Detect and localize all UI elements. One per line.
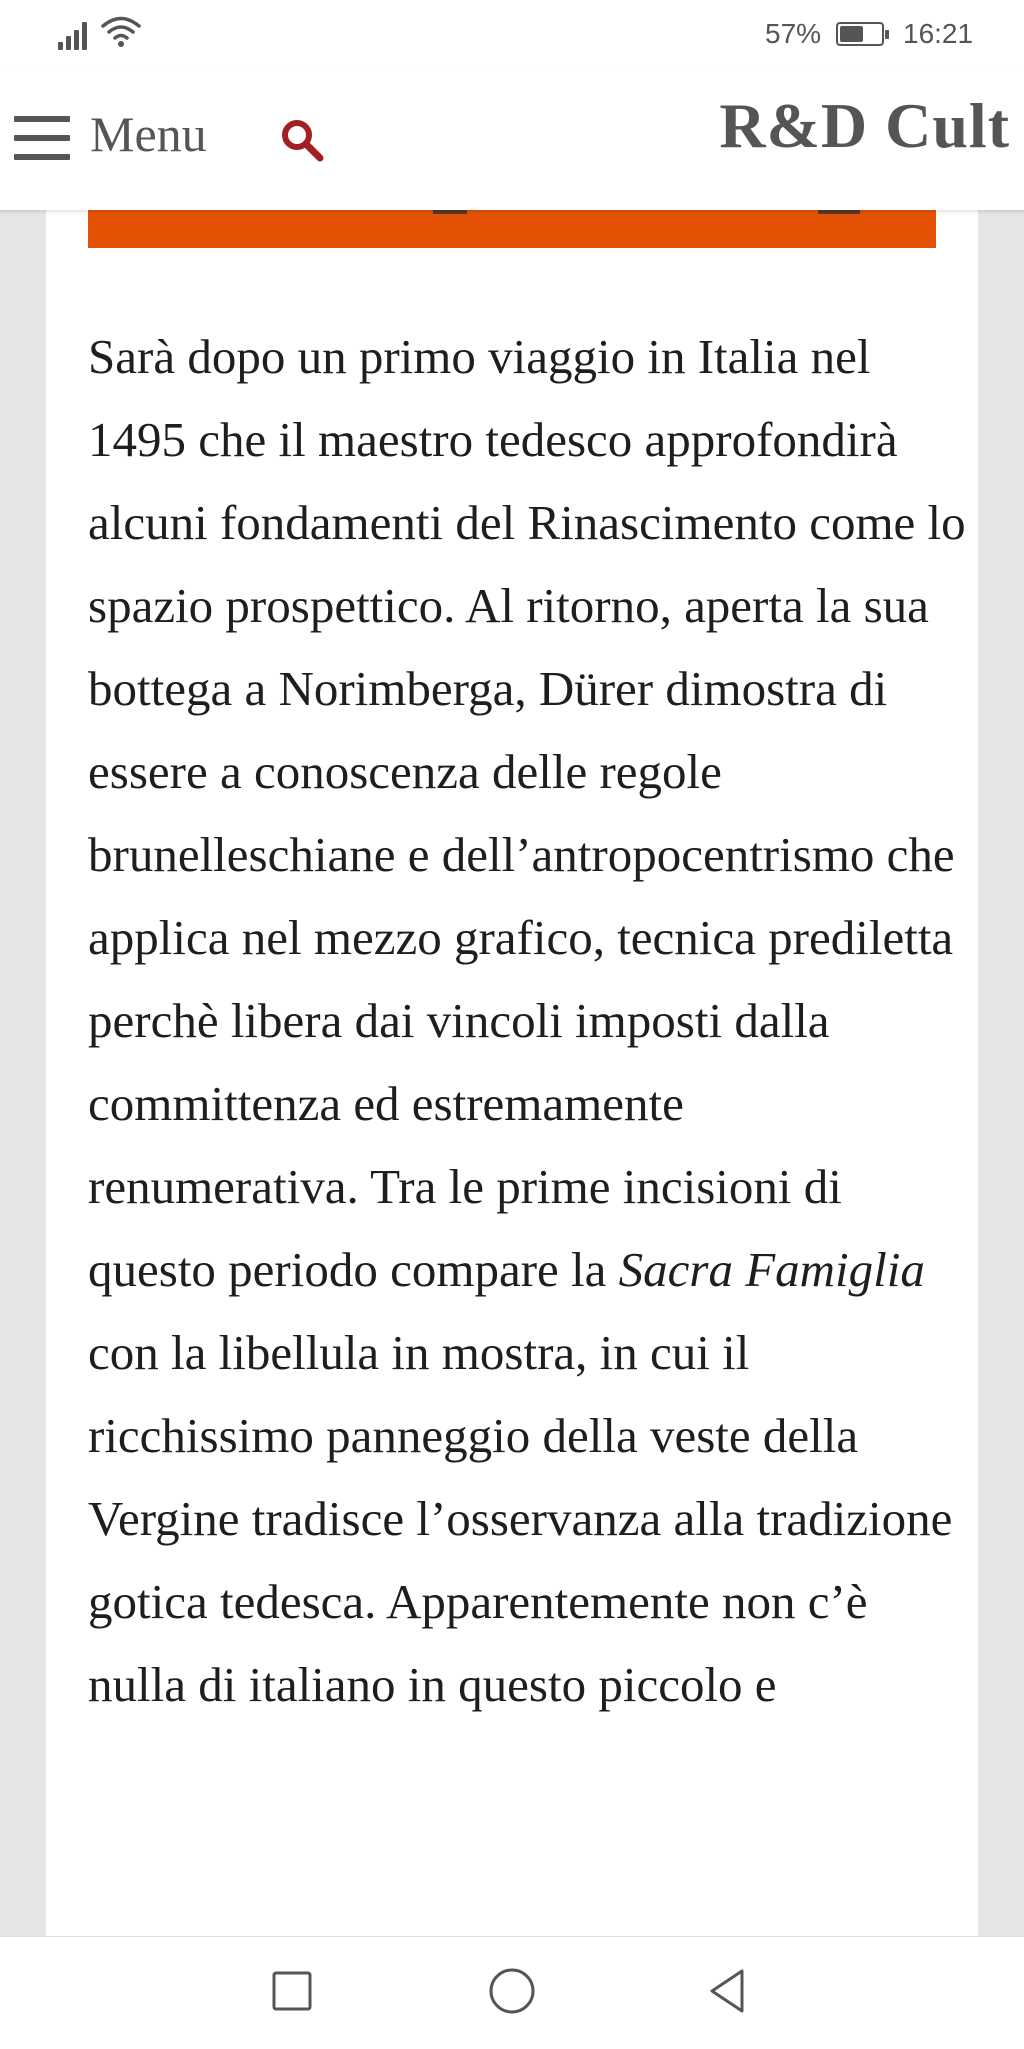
battery-percent: 57% <box>765 18 822 49</box>
wifi-icon <box>100 14 142 50</box>
recent-apps-icon[interactable] <box>266 1965 318 2017</box>
artwork-title: Sacra Famiglia <box>618 1242 925 1297</box>
signal-icon <box>58 18 94 50</box>
status-bar <box>0 0 1024 70</box>
menu-button[interactable]: Menu <box>90 106 207 162</box>
image-detail <box>433 210 467 214</box>
article-content <box>46 210 978 1936</box>
system-nav-bar <box>0 1936 1024 2049</box>
hamburger-icon[interactable] <box>14 116 70 160</box>
site-header <box>0 70 1024 210</box>
site-logo[interactable]: R&D Cult <box>719 90 1010 161</box>
paragraph-text: Sarà dopo un primo viaggio in Italia nel 1495 che il maestro tedesco approfondirà alcuni fondamenti del Rinascimento come lo spazio prospettico. Al ritorno, aperta la sua bottega a Norimberga, Dürer dimostra di essere a conoscenza delle regole brunelleschiane e dell’antropocentrismo che applica nel mezzo grafico, tecnica prediletta perchè libera dai vincoli imposti dalla committenza ed estremamente renumerativa. Tra le prime incisioni di questo periodo compare la <box>88 329 966 1297</box>
back-icon[interactable] <box>702 1965 754 2017</box>
article-image <box>88 210 936 248</box>
clock: 16:21 <box>903 18 974 49</box>
battery-icon <box>836 22 884 46</box>
article-paragraph <box>88 315 966 1726</box>
image-detail <box>818 210 860 214</box>
search-icon[interactable] <box>278 116 326 164</box>
paragraph-text: con la libellula in mostra, in cui il ricchissimo panneggio della veste della Vergine tradisce l’osservanza alla tradizione gotica tedesca. Apparentemente non c’è nulla di italiano in questo piccolo e <box>88 1325 953 1712</box>
home-icon[interactable] <box>486 1965 538 2017</box>
battery-level <box>840 26 863 42</box>
